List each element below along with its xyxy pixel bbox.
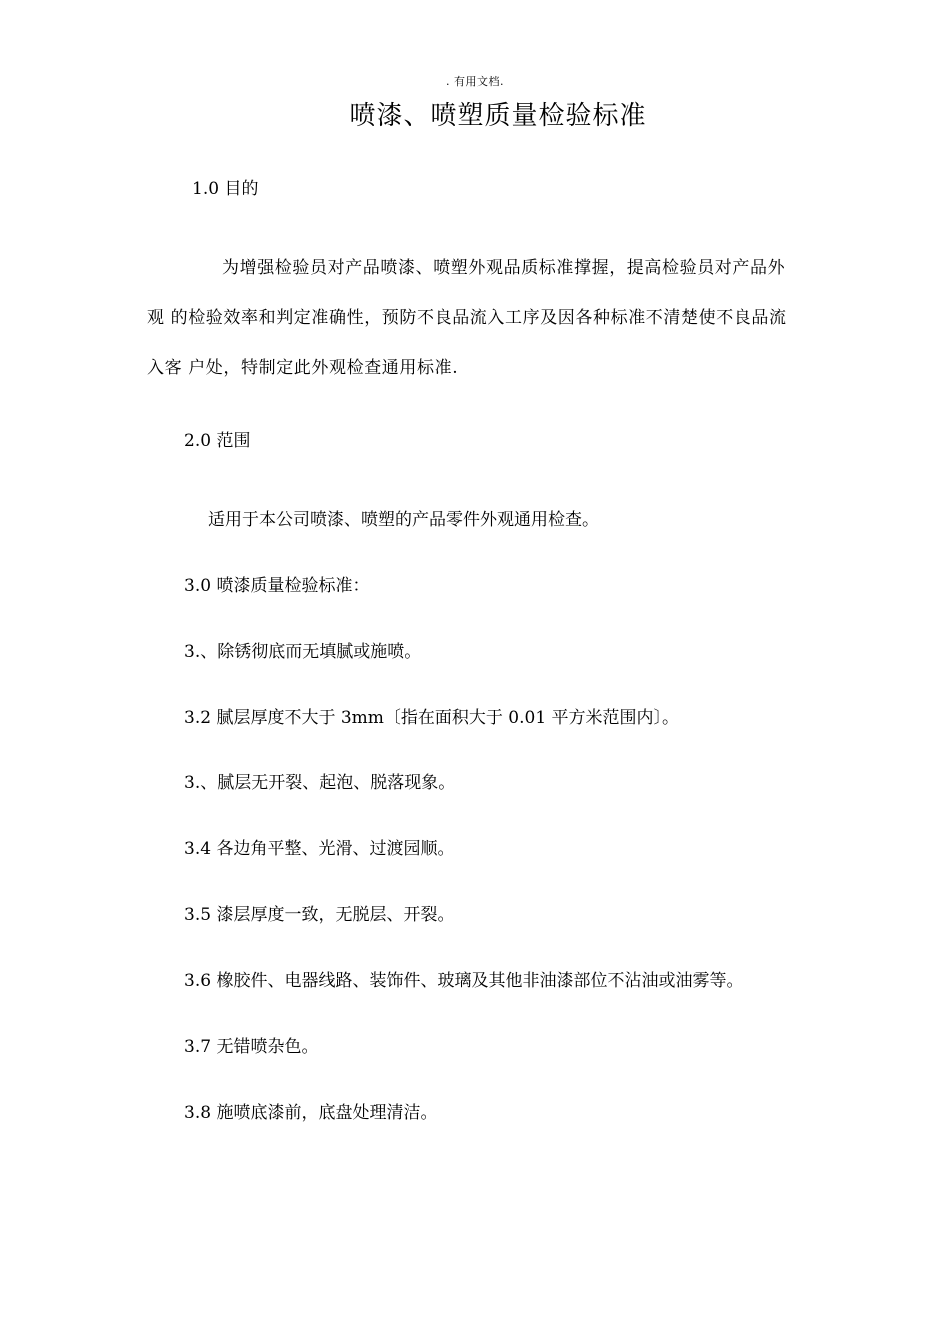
standard-item: 3.6 橡胶件、电器线路、装饰件、玻璃及其他非油漆部位不沾油或油雾等。: [184, 971, 744, 991]
document-title: 喷漆、喷塑质量检验标准: [349, 101, 647, 131]
standard-item: 3.2 腻层厚度不大于 3mm〔指在面积大于 0.01 平方米范围内〕。: [184, 708, 680, 728]
standard-item: 3.5 漆层厚度一致，无脱层、开裂。: [184, 905, 455, 925]
standard-item: 3.4 各边角平整、光滑、过渡园顺。: [184, 839, 455, 859]
section-heading-scope: 2.0 范围: [184, 431, 251, 451]
standard-item: 3.7 无错喷杂色。: [184, 1037, 319, 1057]
section-heading-standard: 3.0 喷漆质量检验标准：: [184, 576, 370, 596]
purpose-paragraph-line: 为增强检验员对产品喷漆、喷塑外观品质标准撑握，提高检验员对产品外: [222, 258, 786, 278]
standard-item: 3.、除锈彻底而无填腻或施喷。: [184, 642, 422, 662]
scope-paragraph: 适用于本公司喷漆、喷塑的产品零件外观通用检查。: [208, 510, 599, 530]
header-note: . 有用文档.: [446, 75, 504, 88]
purpose-paragraph-line: 观 的检验效率和判定准确性，预防不良品流入工序及因各种标准不清楚使不良品流: [147, 308, 787, 328]
standard-item: 3.、腻层无开裂、起泡、脱落现象。: [184, 773, 456, 793]
purpose-paragraph-line: 入客 户处，特制定此外观检查通用标准.: [147, 358, 459, 378]
standard-item: 3.8 施喷底漆前，底盘处理清洁。: [184, 1103, 438, 1123]
section-heading-purpose: 1.0 目的: [192, 179, 259, 199]
